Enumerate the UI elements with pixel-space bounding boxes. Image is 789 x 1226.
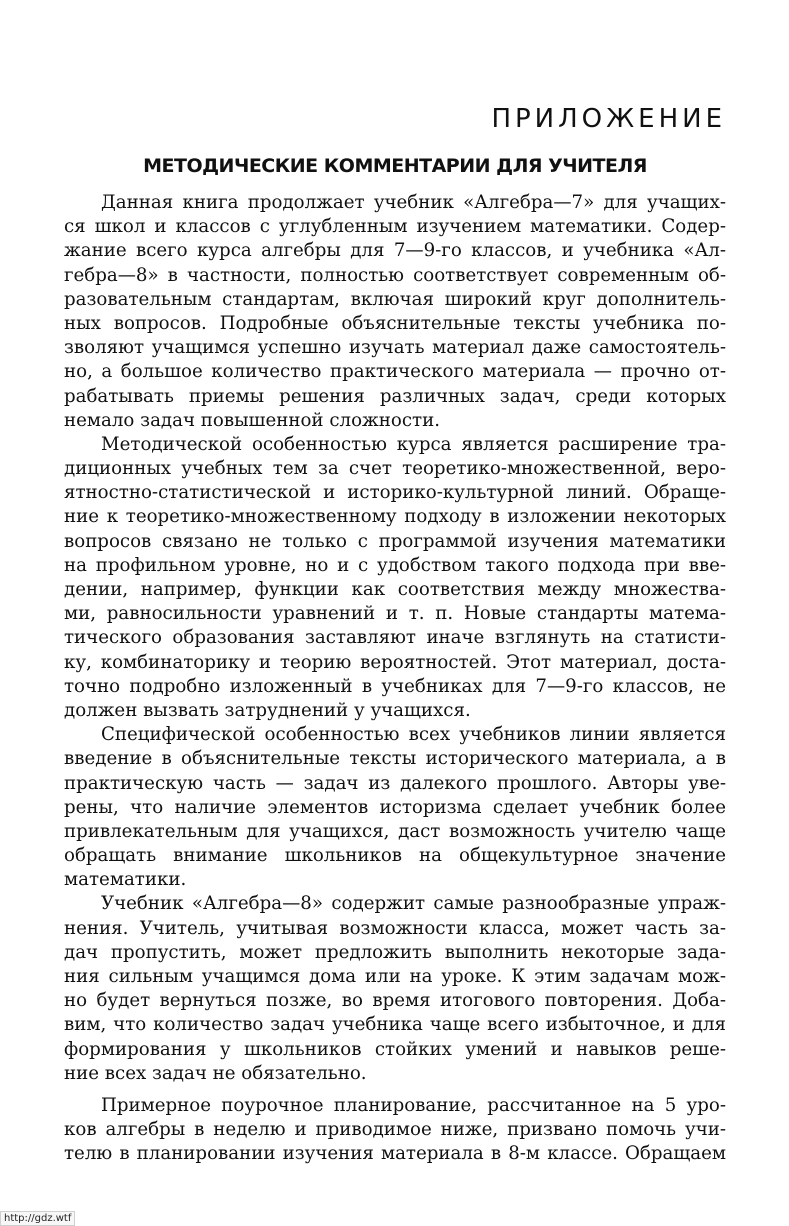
text-line: ных вопросов. Подробные объяснительные тексты учебника по- bbox=[64, 312, 726, 334]
text-line: Учебник «Алгебра—8» содержит самые разнообразные упраж- bbox=[101, 893, 726, 915]
text-line: телю в планировании изучения материала в 8-м классе. Обращаем bbox=[64, 1143, 726, 1165]
text-line: ния сильным учащимся дома или на уроке. К этим задачам мож- bbox=[64, 966, 726, 987]
text-line: на профильном уровне, но и с удобством такого подхода при вве- bbox=[64, 554, 726, 576]
section-title: МЕТОДИЧЕСКИЕ КОММЕНТАРИИ ДЛЯ УЧИТЕЛЯ bbox=[143, 155, 647, 177]
text-line: Примерное поурочное планирование, рассчитанное на 5 уро- bbox=[101, 1094, 726, 1116]
text-line: привлекательным для учащихся, даст возможность учителю чаще bbox=[64, 820, 726, 842]
text-line: формирования у школьников стойких умений и навыков реше- bbox=[64, 1038, 726, 1060]
text-line: рабатывать приемы решения различных задач, среди которых bbox=[64, 385, 726, 407]
text-line: ся школ и классов с углубленным изучением математики. Содер- bbox=[64, 216, 726, 238]
text-line: Данная книга продолжает учебник «Алгебра—7» для учащих- bbox=[101, 192, 726, 213]
text-line: рены, что наличие элементов историзма сделает учебник более bbox=[64, 796, 726, 818]
text-line: гебра—8» в частности, полностью соответствует современным об- bbox=[64, 264, 726, 286]
text-line: зволяют учащимся успешно изучать материал даже самостоятель- bbox=[64, 337, 726, 359]
text-line: вопросов связано не только с программой изучения математики bbox=[64, 530, 726, 552]
text-line: но будет вернуться позже, во время итогового повторения. Доба- bbox=[64, 990, 726, 1012]
source-link[interactable]: http://gdz.wtf bbox=[0, 1211, 75, 1226]
text-line: ние всех задач не обязательно. bbox=[64, 1062, 367, 1084]
text-line: Специфической особенностью всех учебников линии является bbox=[101, 724, 726, 746]
text-line: нения. Учитель, учитывая возможности класса, может часть за- bbox=[64, 917, 726, 939]
body-text bbox=[64, 191, 726, 1167]
appendix-title: ПРИЛОЖЕНИЕ bbox=[491, 104, 726, 134]
text-line: должен вызвать затруднений у учащихся. bbox=[64, 699, 471, 721]
text-line: жание всего курса алгебры для 7—9-го классов, и учебника «Ал- bbox=[64, 240, 726, 262]
text-line: Методической особенностью курса является расширение тра- bbox=[101, 433, 726, 455]
text-line: математики. bbox=[64, 869, 187, 891]
text-line: дении, например, функции как соответствия между множества- bbox=[64, 579, 726, 600]
text-line: точно подробно изложенный в учебниках для 7—9-го классов, не bbox=[64, 675, 726, 697]
text-line: ку, комбинаторику и теорию вероятностей. Этот материал, доста- bbox=[64, 651, 726, 673]
text-line: практическую часть — задач из далекого прошлого. Авторы уве- bbox=[64, 772, 726, 794]
text-line: разовательным стандартам, включая широкий круг дополнитель- bbox=[64, 288, 726, 310]
text-line: ятностно-статистической и историко-культурной линий. Обраще- bbox=[64, 482, 726, 504]
text-line: ми, равносильности уравнений и т. п. Новые стандарты матема- bbox=[64, 603, 726, 625]
text-line: тического образования заставляют иначе взглянуть на статисти- bbox=[64, 627, 726, 649]
text-line: ков алгебры в неделю и приводимое ниже, призвано помочь учи- bbox=[64, 1119, 726, 1141]
text-line: дач пропустить, может предложить выполнить некоторые зада- bbox=[64, 941, 726, 963]
text-line: диционных учебных тем за счет теоретико-множественной, веро- bbox=[64, 458, 726, 480]
text-line: ние к теоретико-множественному подходу в изложении некоторых bbox=[64, 506, 726, 528]
text-line: обращать внимание школьников на общекультурное значение bbox=[64, 845, 726, 867]
text-line: введение в объяснительные тексты исторического материала, а в bbox=[64, 748, 726, 770]
text-line: но, а большое количество практического материала — прочно от- bbox=[64, 361, 726, 383]
text-line: вим, что количество задач учебника чаще всего избыточное, и для bbox=[64, 1014, 726, 1036]
text-line: немало задач повышенной сложности. bbox=[64, 409, 440, 431]
